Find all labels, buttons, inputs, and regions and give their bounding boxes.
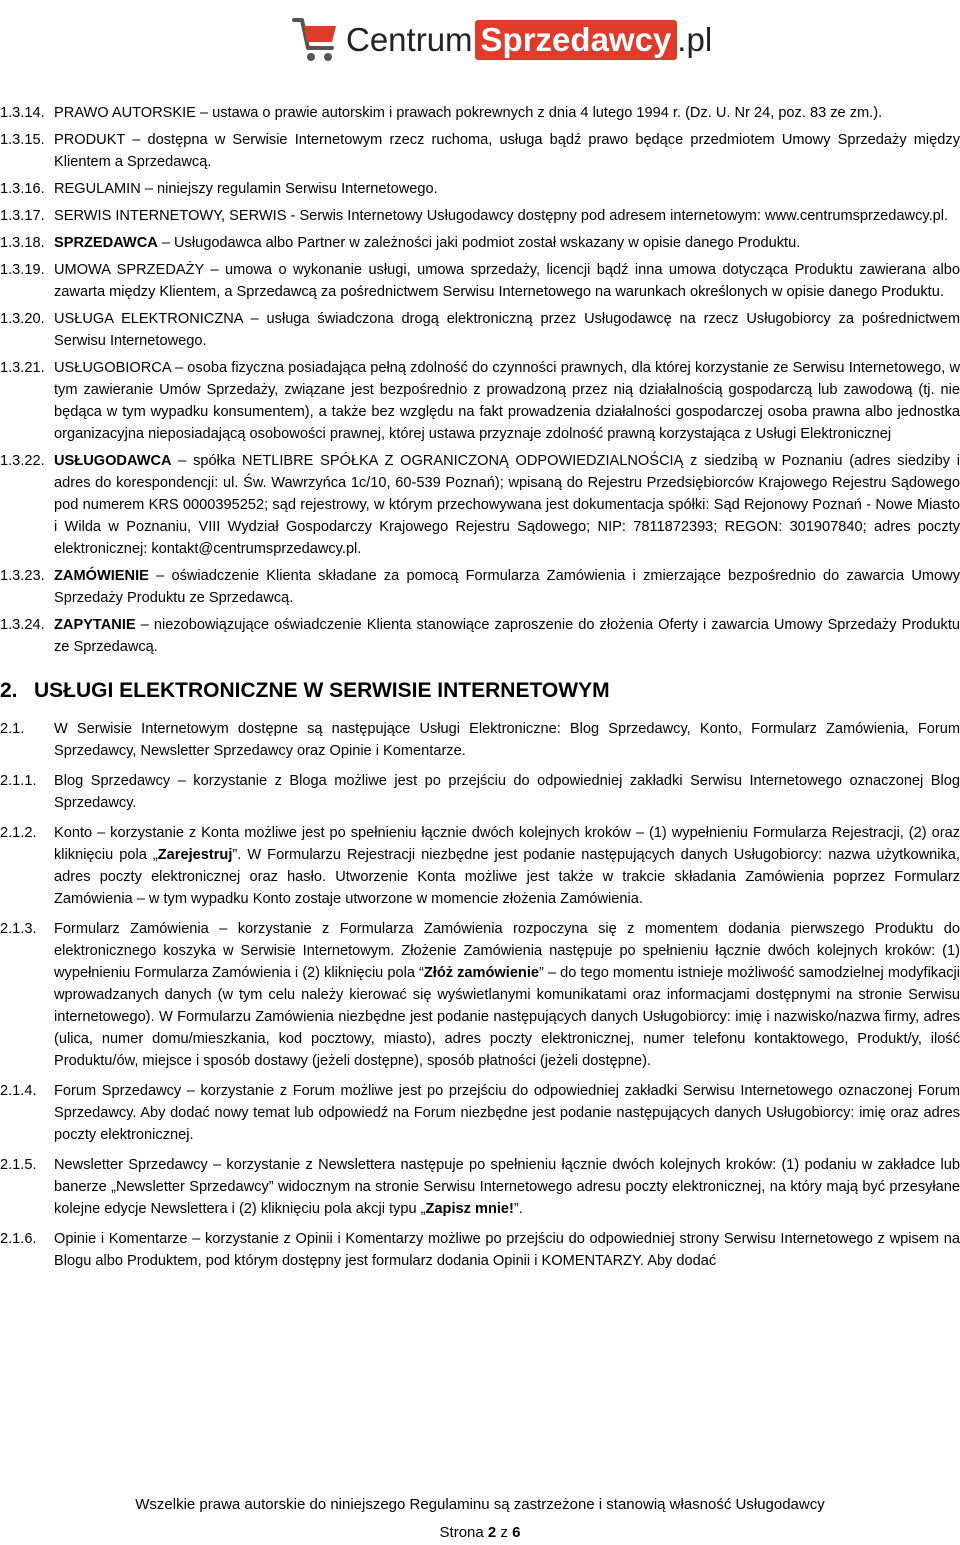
item-number: 1.3.24. (0, 617, 45, 633)
item-text (54, 232, 960, 254)
item-text: Forum Sprzedawcy – korzystanie z Forum możliwe jest po przejściu do odpowiedniej zakładki Serwisu Internetowego oznaczonej Forum Sprzedawcy. Aby dodać nowy temat lub odpowiedź na Forum niezbędne jest podanie następujących danych Usługobiorcy: imię oraz adres poczty elektronicznej. (54, 1083, 960, 1143)
item-number: 1.3.16. (0, 181, 45, 197)
item-number: 2.1. (0, 721, 25, 737)
shopping-cart-icon (292, 14, 340, 66)
item-number: 2.1.6. (0, 1231, 37, 1247)
item-text (54, 822, 960, 910)
footer-copyright: Wszelkie prawa autorskie do niniejszego Regulaminu są zastrzeżone i stanowią własność Usługodawcy (135, 1496, 825, 1513)
list-item (0, 205, 960, 227)
list-item (0, 232, 960, 254)
item-text-before: Formularz Zamówienia – korzystanie z Formularza Zamówienia rozpoczyna się z momentem dodania pierwszego Produktu do elektronicznego koszyka w Serwisie Internetowym. Złożenie Zamówienia następuje po spełnieniu łącznie dwóch kolejnych kroków: (1) wypełnieniu Formularza Zamówienia i (2) kliknięciu pola “ (54, 921, 960, 981)
section-heading (0, 678, 960, 704)
item-definition: – Usługodawca albo Partner w zależności jaki podmiot został wskazany w opisie danego Produktu. (157, 235, 801, 251)
list-item (0, 450, 960, 560)
item-number: 2.1.3. (0, 921, 37, 937)
item-number: 1.3.15. (0, 132, 45, 148)
list-item (0, 614, 960, 658)
list-item (0, 1080, 960, 1146)
list-item (0, 1228, 960, 1272)
item-number: 1.3.18. (0, 235, 45, 251)
item-text: USŁUGOBIORCA – osoba fizyczna posiadająca pełną zdolność do czynności prawnych, dla której korzystanie ze Serwisu Internetowego, w tym zawieranie Umów Sprzedaży, związane jest bezpośrednio z prowadzoną przez nią działalnością gospodarczą lub zawodową (tj. nie będąca w tym wypadku konsumentem), a także bez względu na fakt prowadzenia działalności gospodarczej osoba prawna albo jednostka organizacyjna nieposiadającą osobowości prawnej, której ustawa przyznaje zdolność prawną korzystająca z Usługi Elektronicznej (54, 360, 960, 442)
logo-text-domain: .pl (677, 21, 713, 58)
item-text: PRAWO AUTORSKIE – ustawa o prawie autorskim i prawach pokrewnych z dnia 4 lutego 1994 r. (Dz. U. Nr 24, poz. 83 ze zm.). (54, 105, 883, 121)
item-term: SPRZEDAWCA (54, 235, 158, 251)
item-term: ZAPYTANIE (54, 617, 136, 633)
item-text: Opinie i Komentarze – korzystanie z Opinii i Komentarzy możliwe po przejściu do odpowiedniej strony Serwisu Internetowego z wpisem na Blogu albo Produktem, pod którym dostępny jest formularz dodania Opinii i KOMENTARZY. Aby dodać (54, 1231, 960, 1269)
item-text-after: ” – do tego momentu istnieje możliwość samodzielnej modyfikacji wprowadzanych danych (w tym celu należy kierować się wyświetlanymi komunikatami oraz informacjami dostępnymi na stronie Serwisu internetowego). W Formularzu Zamówienia niezbędne jest podanie następujących danych Usługobiorcy: imię i nazwisko/nazwa firmy, adres (ulica, numer domu/mieszkania, kod pocztowy, miasto), adres poczty elektronicznej, numer telefonu kontaktowego, Produkt/y, ilość Produktu/ów, miejsce i sposób dostawy (jeżeli dostępne), sposób płatności (jeżeli dostępne). (54, 965, 960, 1069)
site-logo[interactable] (292, 10, 712, 70)
item-number: 2.1.1. (0, 773, 37, 789)
item-text-before: Konto – korzystanie z Konta możliwe jest po spełnieniu łącznie dwóch kolejnych kroków – (1) wypełnieniu Formularza Rejestracji, (2) oraz kliknięciu pola „ (54, 825, 960, 863)
list-item (0, 308, 960, 352)
regulation-document (0, 102, 960, 1272)
list-item (0, 918, 960, 1072)
item-text: Blog Sprzedawcy – korzystanie z Bloga możliwe jest po przejściu do odpowiedniej zakładki Serwisu Internetowego oznaczonej Blog Sprzedawcy. (54, 773, 960, 811)
item-text: SERWIS INTERNETOWY, SERWIS - Serwis Internetowy Usługodawcy dostępny pod adresem internetowym: www.centrumsprzedawcy.pl. (54, 208, 949, 224)
section-number: 2. (0, 679, 18, 702)
logo-text-sprzedawcy: Sprzedawcy (475, 20, 678, 60)
item-text: W Serwisie Internetowym dostępne są następujące Usługi Elektroniczne: Blog Sprzedawcy, Konto, Formularz Zamówienia, Forum Sprzedawcy, Newsletter Sprzedawcy oraz Opinie i Komentarze. (54, 721, 960, 759)
page-indicator (0, 1524, 960, 1541)
item-definition: – spółka NETLIBRE SPÓŁKA Z OGRANICZONĄ ODPOWIEDZIALNOŚCIĄ z siedzibą w Poznaniu (adres siedziby i adres do korespondencji: ul. Św. Wawrzyńca 1c/10, 60-539 Poznań); wpisaną do Rejestru Przedsiębiorców Krajowego Rejestru Sądowego pod numerem KRS 0000395252; sąd rejestrowy, w którym przechowywana jest dokumentacja spółki: Sąd Rejonowy Poznań - Nowe Miasto i Wilda w Poznaniu, VIII Wydział Gospodarczy Krajowego Rejestru Sądowego; NIP: 7811872393; REGON: 301907840; adres poczty elektronicznej: kontakt@centrumsprzedawcy.pl. (54, 453, 960, 557)
item-number: 1.3.14. (0, 105, 45, 121)
item-number: 1.3.19. (0, 262, 45, 278)
page-current: 2 (487, 1524, 497, 1541)
list-item (0, 129, 960, 173)
item-number: 2.1.5. (0, 1157, 37, 1173)
list-item (0, 1154, 960, 1220)
section-title: USŁUGI ELEKTRONICZNE W SERWISIE INTERNETOWYM (34, 679, 610, 702)
item-number: 1.3.21. (0, 360, 45, 376)
item-text-bold: Zarejestruj (157, 847, 233, 863)
item-number: 2.1.2. (0, 825, 37, 841)
logo-text-centrum: Centrum (346, 21, 473, 58)
item-definition: – niezobowiązujące oświadczenie Klienta stanowiące zaproszenie do złożenia Oferty i zawarcia Umowy Sprzedaży Produktu ze Sprzedawcą. (54, 617, 960, 655)
item-text: UMOWA SPRZEDAŻY – umowa o wykonanie usługi, umowa sprzedaży, licencji bądź inna umowa dotycząca Produktu zawierana albo zawarta między Klientem, a Sprzedawcą za pośrednictwem Serwisu Internetowego na warunkach określonych w opisie danego Produktu. (54, 262, 960, 300)
page-header (0, 0, 960, 80)
item-text-after: ”. (513, 1201, 523, 1217)
item-text (54, 918, 960, 1072)
item-number: 1.3.22. (0, 453, 45, 469)
item-text: USŁUGA ELEKTRONICZNA – usługa świadczona drogą elektroniczną przez Usługodawcę na rzecz Usługobiorcy za pośrednictwem Serwisu Internetowego. (54, 311, 960, 349)
list-item (0, 770, 960, 814)
list-item (0, 178, 960, 200)
item-text-after: ”. W Formularzu Rejestracji niezbędne jest podanie następujących danych Usługobiorcy: nazwa użytkownika, adres poczty elektronicznej oraz hasło. Utworzenie Konta możliwe jest także w trakcie składania Zamówienia poprzez Formularz Zamówienia – w tym wypadku Konto zostaje utworzone w momencie złożenia Zamówienia. (54, 847, 960, 907)
item-term: ZAMÓWIENIE (54, 568, 149, 584)
item-text (54, 565, 960, 609)
list-item (0, 718, 960, 762)
item-number: 1.3.17. (0, 208, 45, 224)
item-definition: – oświadczenie Klienta składane za pomocą Formularza Zamówienia i zmierzające bezpośrednio do zawarcia Umowy Sprzedaży Produktu ze Sprzedawcą. (54, 568, 960, 606)
item-text: PRODUKT – dostępna w Serwisie Internetowym rzecz ruchoma, usługa bądź prawo będące przedmiotem Umowy Sprzedaży między Klientem a Sprzedawcą. (54, 132, 960, 170)
list-item (0, 102, 960, 124)
list-item (0, 822, 960, 910)
page-prefix: Strona (439, 1524, 484, 1541)
item-number: 2.1.4. (0, 1083, 37, 1099)
section-2-list (0, 718, 960, 1272)
definitions-list (0, 102, 960, 658)
item-text (54, 614, 960, 658)
item-text: REGULAMIN – niniejszy regulamin Serwisu Internetowego. (54, 181, 438, 197)
page-total: 6 (512, 1524, 521, 1541)
list-item (0, 565, 960, 609)
item-text-bold: Złóż zamówienie (423, 965, 540, 981)
item-number: 1.3.20. (0, 311, 45, 327)
list-item (0, 259, 960, 303)
list-item (0, 357, 960, 445)
item-number: 1.3.23. (0, 568, 45, 584)
item-text-bold: Zapisz mnie! (425, 1201, 514, 1217)
item-text (54, 450, 960, 560)
item-term: USŁUGODAWCA (54, 453, 172, 469)
page-separator: z (500, 1524, 508, 1541)
item-text-before: Newsletter Sprzedawcy – korzystanie z Newslettera następuje po spełnieniu łącznie dwóch kolejnych kroków: (1) podaniu w zakładce lub banerze „Newsletter Sprzedawcy” widocznym na stronie Serwisu Internetowego adresu poczty elektronicznej, na który mają być przesyłane kolejne edycje Newslettera i (2) kliknięciu pola akcji typu „ (54, 1157, 960, 1217)
item-text (54, 1154, 960, 1220)
